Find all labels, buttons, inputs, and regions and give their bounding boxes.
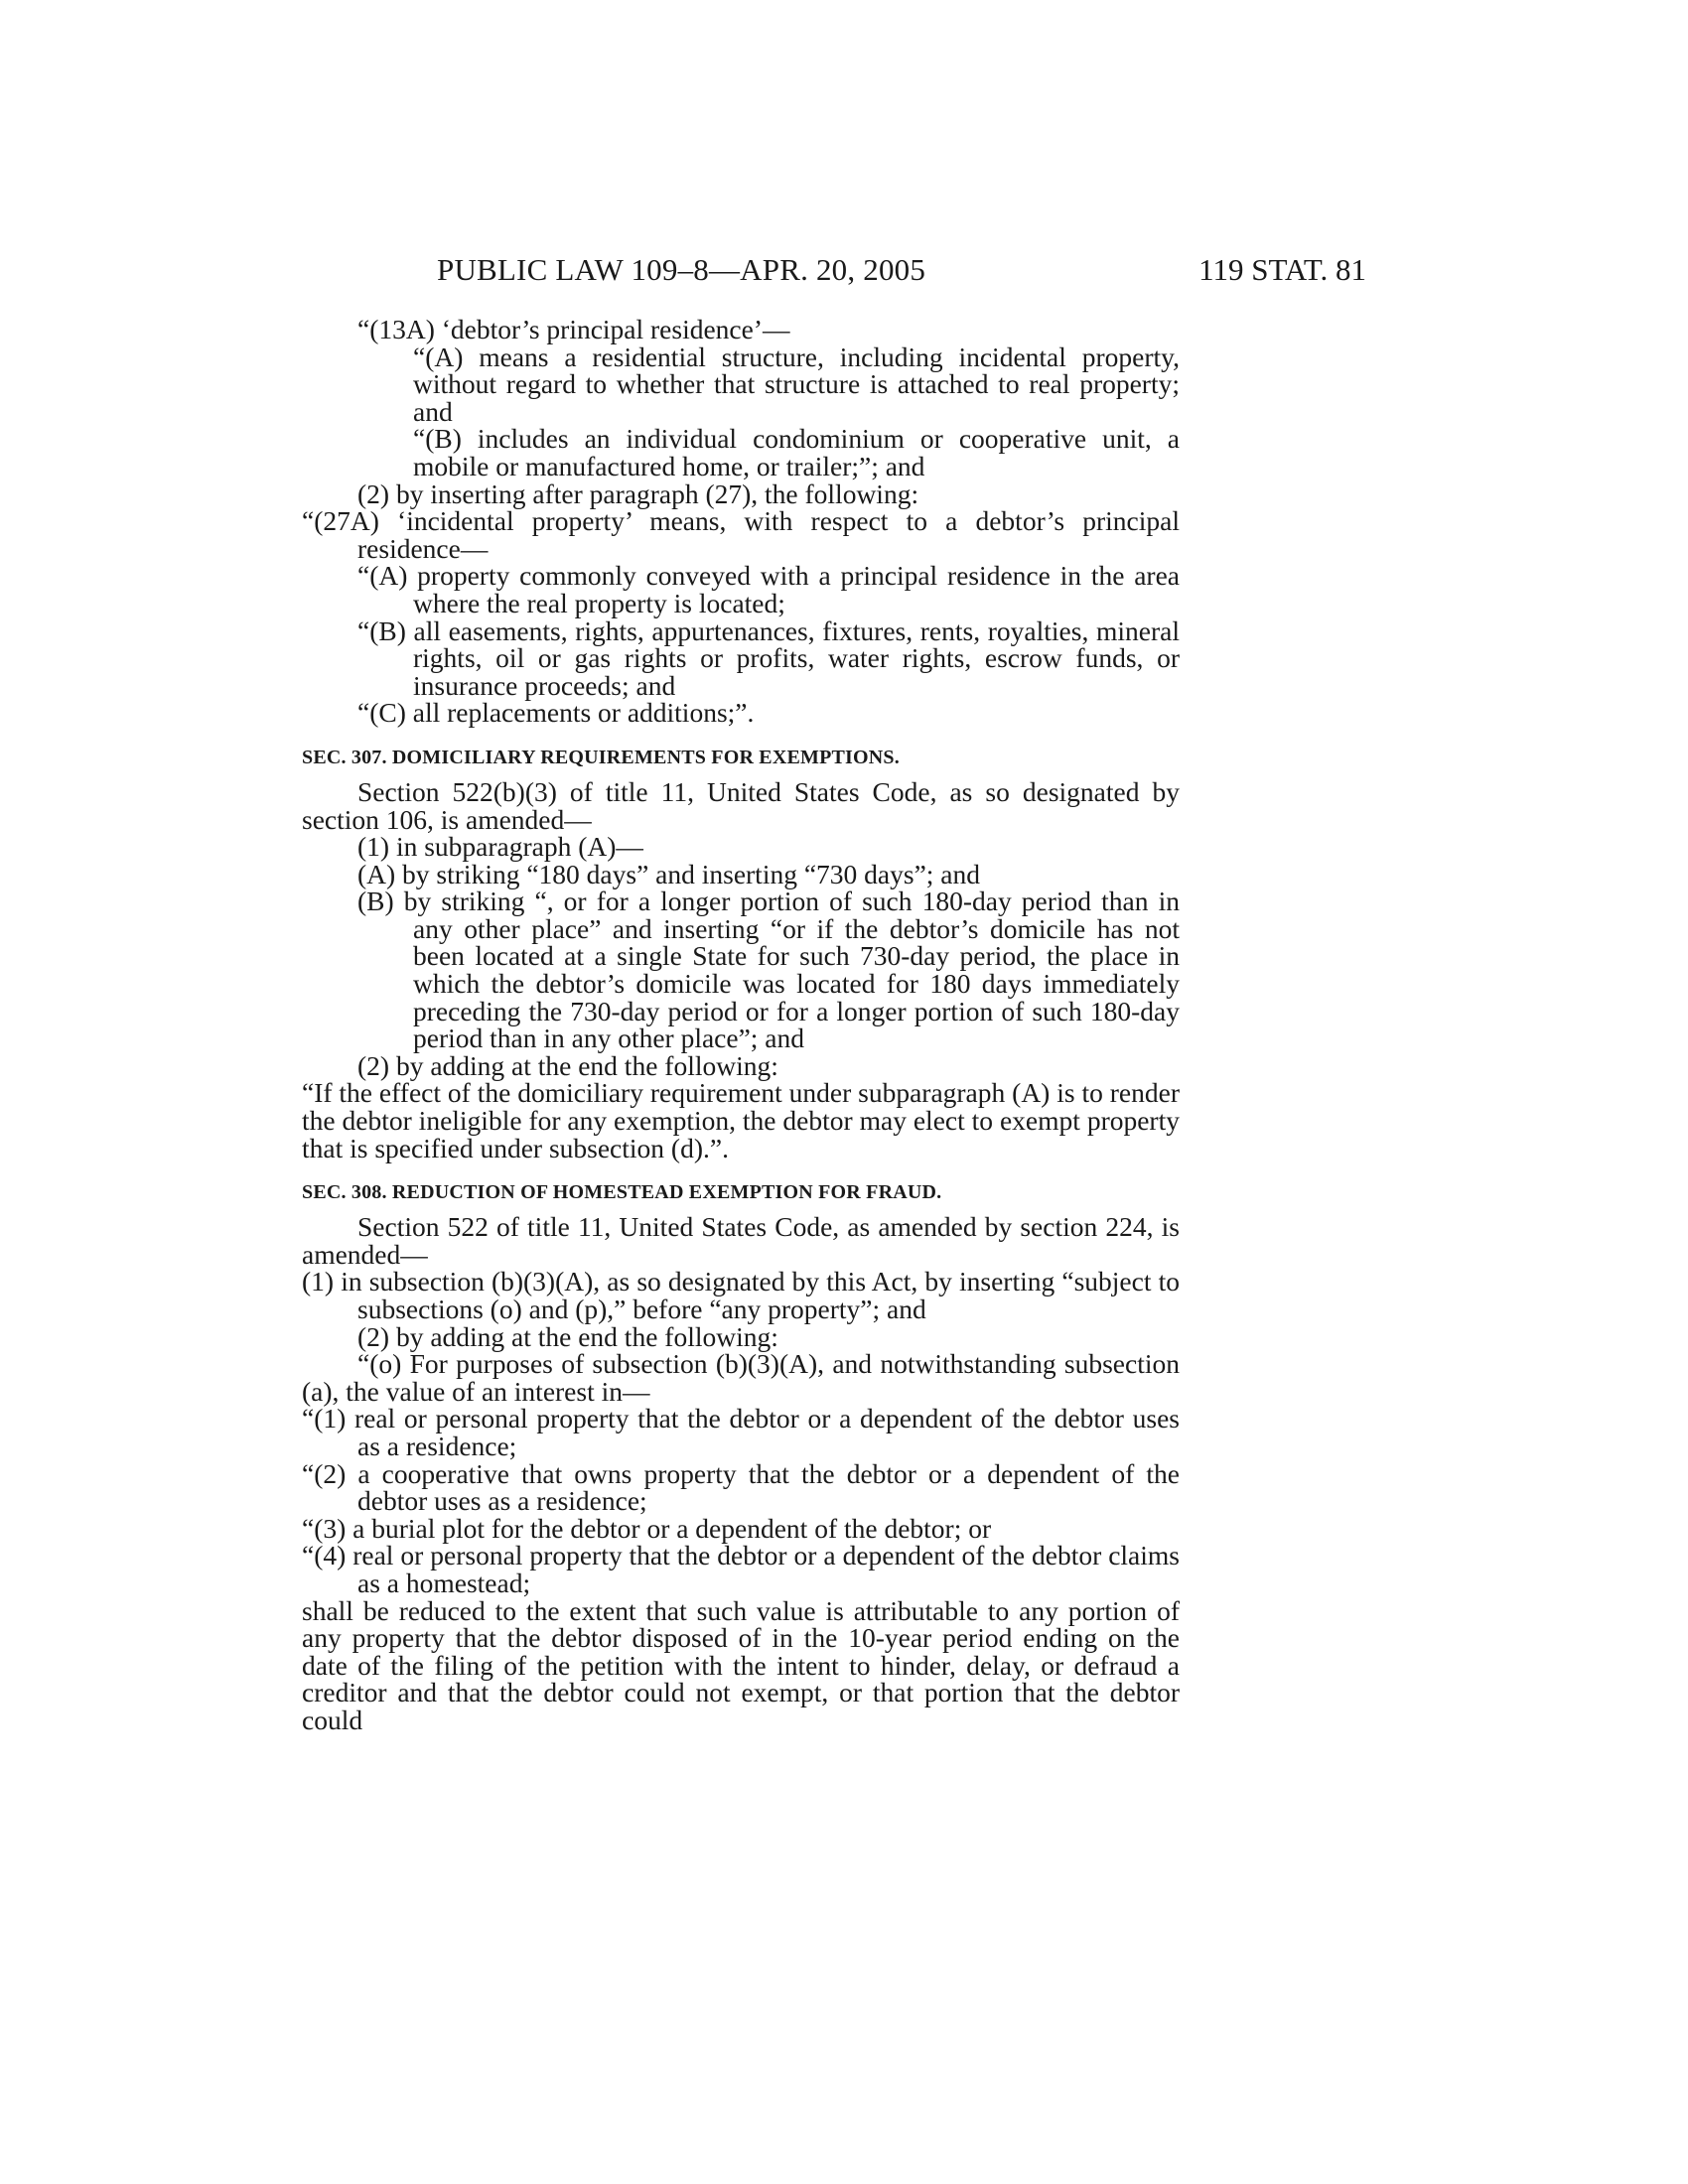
subsection-o-item-1: “(1) real or personal property that the debtor or a dependent of the debtor uses as a residence; — [302, 1403, 1180, 1461]
section-308-item-1: (1) in subsection (b)(3)(A), as so designated by this Act, by inserting “subject to subsections (o) and (p),” before “any property”; and — [302, 1266, 1180, 1324]
definition-27a-clause-b: “(B) all easements, rights, appurtenances, fixtures, rents, royalties, mineral rights, oil or gas rights or profits, water rights, escrow funds, or insurance proceeds; and — [357, 614, 1180, 701]
definition-27a-clause-c: “(C) all replacements or additions;”. — [357, 697, 755, 729]
definition-27a-clause-a: “(A) property commonly conveyed with a principal residence in the area where the real property is located; — [357, 560, 1180, 618]
section-307-heading: SEC. 307. DOMICILIARY REQUIREMENTS FOR EXEMPTIONS. — [302, 746, 900, 768]
header-title: PUBLIC LAW 109–8—APR. 20, 2005 — [437, 252, 926, 287]
subsection-o-item-2: “(2) a cooperative that owns property that the debtor or a dependent of the debtor uses as a residence; — [302, 1457, 1180, 1517]
subsection-o-intro: “(o) For purposes of subsection (b)(3)(A), and notwithstanding subsection (a), the value of an interest in— — [302, 1348, 1180, 1407]
section-307-inserted-text: “If the effect of the domiciliary requirement under subparagraph (A) is to render the debtor ineligible for any exemption, the debtor may elect to exempt property that is specified under subsection (d).”. — [302, 1077, 1180, 1163]
subsection-o-flush-text: shall be reduced to the extent that such value is attributable to any portion of any property that the debtor disposed of in the 10-year period ending on the date of the filing of the petition with the intent to hinder, delay, or defraud a creditor and that the debtor could not exempt, or that portion that the debtor could — [302, 1594, 1180, 1735]
section-307-item-1: (1) in subparagraph (A)— — [357, 831, 643, 863]
running-header — [0, 250, 1688, 290]
definition-13a-clause-b: “(B) includes an individual condominium or cooperative unit, a mobile or manufactured home, or trailer;”; and — [413, 423, 1180, 481]
subsection-o-item-3: “(3) a burial plot for the debtor or a dependent of the debtor; or — [302, 1512, 992, 1544]
section-307-item-1a: (A) by striking “180 days” and inserting “730 days”; and — [357, 858, 981, 889]
section-308-intro: Section 522 of title 11, United States Code, as amended by section 224, is amended— — [302, 1211, 1180, 1270]
definition-13a-clause-a: “(A) means a residential structure, including incidental property, without regard to whether that structure is attached to real property; and — [413, 341, 1180, 427]
subsection-o-item-4: “(4) real or personal property that the debtor or a dependent of the debtor claims as a homestead; — [302, 1540, 1180, 1598]
section-307-intro: Section 522(b)(3) of title 11, United States Code, as so designated by section 106, is amended— — [302, 775, 1180, 835]
section-307-item-2: (2) by adding at the end the following: — [357, 1049, 778, 1081]
header-page-ref: 119 STAT. 81 — [1198, 252, 1366, 287]
statute-text — [302, 316, 1180, 1734]
definition-27a-heading: “(27A) ‘incidental property’ means, with respect to a debtor’s principal residence— — [302, 505, 1180, 564]
section-307-item-1b: (B) by striking “, or for a longer portion of such 180-day period than in any other place” and inserting “or if the debtor’s domicile has not been located at a single State for such 730-day period, the place in which the debtor’s domicile was located for 180 days immediately preceding the 730-day period or for a longer portion of such 180-day period than in any other place”; and — [357, 886, 1180, 1054]
amendment-item-2: (2) by inserting after paragraph (27), the following: — [357, 478, 919, 509]
section-308-item-2: (2) by adding at the end the following: — [357, 1320, 778, 1352]
section-308-heading: SEC. 308. REDUCTION OF HOMESTEAD EXEMPTION FOR FRAUD. — [302, 1181, 942, 1204]
definition-13a-heading: “(13A) ‘debtor’s principal residence’— — [357, 314, 790, 344]
